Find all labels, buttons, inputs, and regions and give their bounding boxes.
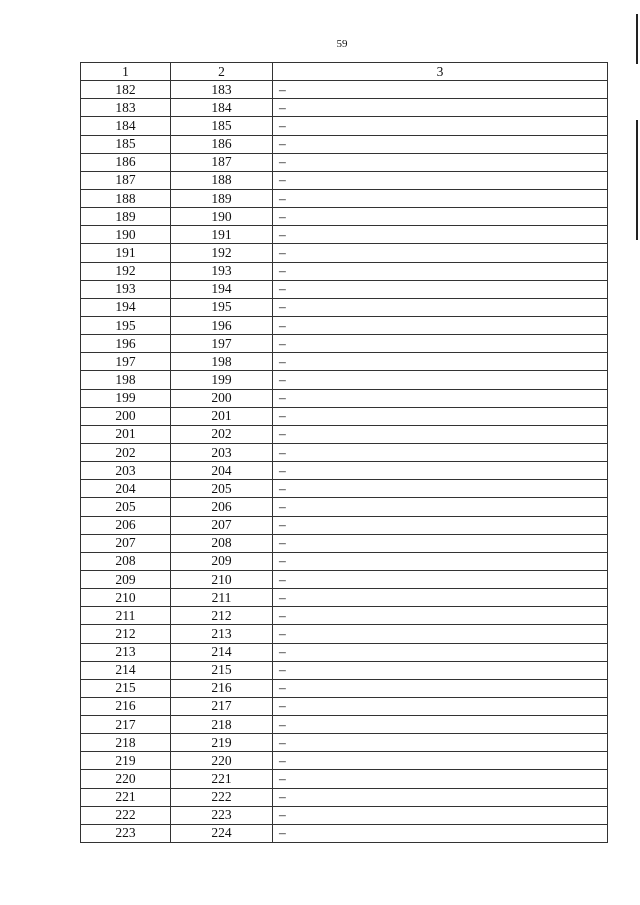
table-cell-col-3: – xyxy=(273,480,608,498)
table-cell-col-1: 208 xyxy=(81,552,171,570)
table-row xyxy=(81,661,608,679)
column-header-2: 2 xyxy=(171,63,273,81)
table-row xyxy=(81,298,608,316)
table-cell-col-1: 220 xyxy=(81,770,171,788)
table-cell-col-1: 207 xyxy=(81,534,171,552)
table-cell-col-1: 197 xyxy=(81,353,171,371)
table-cell-col-1: 221 xyxy=(81,788,171,806)
table-cell-col-1: 206 xyxy=(81,516,171,534)
table-row xyxy=(81,625,608,643)
table-cell-col-2: 222 xyxy=(171,788,273,806)
table-cell-col-3: – xyxy=(273,208,608,226)
table-row xyxy=(81,462,608,480)
table-cell-col-3: – xyxy=(273,462,608,480)
table-cell-col-3: – xyxy=(273,734,608,752)
table-cell-col-2: 216 xyxy=(171,679,273,697)
table-row xyxy=(81,335,608,353)
table-cell-col-3: – xyxy=(273,171,608,189)
table-cell-col-3: – xyxy=(273,189,608,207)
column-header-3: 3 xyxy=(273,63,608,81)
table-cell-col-2: 203 xyxy=(171,443,273,461)
table-cell-col-2: 184 xyxy=(171,99,273,117)
table-row xyxy=(81,171,608,189)
table-cell-col-2: 187 xyxy=(171,153,273,171)
table-cell-col-2: 223 xyxy=(171,806,273,824)
table-cell-col-3: – xyxy=(273,643,608,661)
table-cell-col-1: 210 xyxy=(81,589,171,607)
table-row xyxy=(81,806,608,824)
table-cell-col-1: 182 xyxy=(81,81,171,99)
table-cell-col-2: 195 xyxy=(171,298,273,316)
table-row xyxy=(81,81,608,99)
table-row xyxy=(81,117,608,135)
table-cell-col-1: 209 xyxy=(81,570,171,588)
table-cell-col-2: 201 xyxy=(171,407,273,425)
table-cell-col-3: – xyxy=(273,280,608,298)
table-cell-col-1: 222 xyxy=(81,806,171,824)
table-cell-col-3: – xyxy=(273,534,608,552)
table-cell-col-1: 184 xyxy=(81,117,171,135)
table-cell-col-2: 218 xyxy=(171,716,273,734)
table-cell-col-2: 188 xyxy=(171,171,273,189)
table-row xyxy=(81,280,608,298)
table-cell-col-2: 215 xyxy=(171,661,273,679)
table-row xyxy=(81,226,608,244)
table-cell-col-1: 219 xyxy=(81,752,171,770)
table-cell-col-3: – xyxy=(273,806,608,824)
table-cell-col-1: 194 xyxy=(81,298,171,316)
table-cell-col-3: – xyxy=(273,625,608,643)
table-cell-col-2: 183 xyxy=(171,81,273,99)
table-cell-col-3: – xyxy=(273,226,608,244)
column-header-1: 1 xyxy=(81,63,171,81)
table-cell-col-1: 217 xyxy=(81,716,171,734)
table-cell-col-1: 185 xyxy=(81,135,171,153)
table-row xyxy=(81,824,608,842)
table-cell-col-2: 217 xyxy=(171,697,273,715)
table-cell-col-3: – xyxy=(273,752,608,770)
table-cell-col-2: 212 xyxy=(171,607,273,625)
table-cell-col-2: 219 xyxy=(171,734,273,752)
table-cell-col-2: 194 xyxy=(171,280,273,298)
table-row xyxy=(81,262,608,280)
table-row xyxy=(81,353,608,371)
table-cell-col-2: 193 xyxy=(171,262,273,280)
table-cell-col-3: – xyxy=(273,443,608,461)
table-cell-col-3: – xyxy=(273,316,608,334)
table-cell-col-1: 191 xyxy=(81,244,171,262)
table-cell-col-2: 186 xyxy=(171,135,273,153)
table-cell-col-1: 199 xyxy=(81,389,171,407)
table-cell-col-1: 204 xyxy=(81,480,171,498)
scan-edge-mark xyxy=(636,200,638,240)
table-row xyxy=(81,552,608,570)
table-cell-col-2: 198 xyxy=(171,353,273,371)
table-cell-col-3: – xyxy=(273,117,608,135)
table-cell-col-1: 183 xyxy=(81,99,171,117)
table-cell-col-1: 190 xyxy=(81,226,171,244)
table-cell-col-2: 191 xyxy=(171,226,273,244)
table-cell-col-1: 218 xyxy=(81,734,171,752)
table-cell-col-1: 189 xyxy=(81,208,171,226)
table-row xyxy=(81,788,608,806)
table-cell-col-3: – xyxy=(273,298,608,316)
scan-edge-mark xyxy=(636,14,638,64)
table-cell-col-3: – xyxy=(273,788,608,806)
table-row xyxy=(81,770,608,788)
table-cell-col-3: – xyxy=(273,516,608,534)
table-cell-col-1: 200 xyxy=(81,407,171,425)
table-cell-col-3: – xyxy=(273,552,608,570)
data-table xyxy=(80,62,608,843)
table-cell-col-2: 224 xyxy=(171,824,273,842)
table-cell-col-2: 190 xyxy=(171,208,273,226)
table-cell-col-1: 187 xyxy=(81,171,171,189)
table-cell-col-2: 211 xyxy=(171,589,273,607)
table-cell-col-2: 220 xyxy=(171,752,273,770)
table-row xyxy=(81,208,608,226)
table-cell-col-1: 196 xyxy=(81,335,171,353)
table-row xyxy=(81,244,608,262)
table-cell-col-2: 189 xyxy=(171,189,273,207)
table-cell-col-1: 201 xyxy=(81,425,171,443)
table-cell-col-2: 209 xyxy=(171,552,273,570)
table-row xyxy=(81,135,608,153)
table-cell-col-2: 221 xyxy=(171,770,273,788)
table-cell-col-3: – xyxy=(273,407,608,425)
table-cell-col-3: – xyxy=(273,498,608,516)
table-cell-col-1: 212 xyxy=(81,625,171,643)
table-body xyxy=(81,81,608,843)
table-cell-col-1: 203 xyxy=(81,462,171,480)
table-cell-col-1: 198 xyxy=(81,371,171,389)
table-cell-col-3: – xyxy=(273,335,608,353)
table-cell-col-1: 214 xyxy=(81,661,171,679)
table-cell-col-3: – xyxy=(273,99,608,117)
table-cell-col-1: 223 xyxy=(81,824,171,842)
table-cell-col-2: 214 xyxy=(171,643,273,661)
table-row xyxy=(81,570,608,588)
table-cell-col-2: 196 xyxy=(171,316,273,334)
table-cell-col-1: 193 xyxy=(81,280,171,298)
table-cell-col-3: – xyxy=(273,661,608,679)
table-cell-col-3: – xyxy=(273,716,608,734)
table-row xyxy=(81,189,608,207)
table-row xyxy=(81,716,608,734)
table-cell-col-1: 192 xyxy=(81,262,171,280)
scan-edge-mark xyxy=(636,120,638,200)
table-row xyxy=(81,607,608,625)
table-cell-col-2: 207 xyxy=(171,516,273,534)
page-number: 59 xyxy=(336,38,348,50)
table-row xyxy=(81,679,608,697)
table-cell-col-3: – xyxy=(273,262,608,280)
table-cell-col-2: 197 xyxy=(171,335,273,353)
table-header-row xyxy=(81,63,608,81)
table-cell-col-2: 200 xyxy=(171,389,273,407)
table-cell-col-3: – xyxy=(273,153,608,171)
table-cell-col-1: 195 xyxy=(81,316,171,334)
table-cell-col-2: 199 xyxy=(171,371,273,389)
table-cell-col-2: 205 xyxy=(171,480,273,498)
table-cell-col-2: 202 xyxy=(171,425,273,443)
table-cell-col-3: – xyxy=(273,81,608,99)
table-cell-col-3: – xyxy=(273,679,608,697)
table-cell-col-3: – xyxy=(273,697,608,715)
table-cell-col-1: 188 xyxy=(81,189,171,207)
table-row xyxy=(81,534,608,552)
table-row xyxy=(81,443,608,461)
table-row xyxy=(81,697,608,715)
table-cell-col-3: – xyxy=(273,589,608,607)
table-row xyxy=(81,589,608,607)
table-cell-col-3: – xyxy=(273,770,608,788)
table-row xyxy=(81,407,608,425)
table-cell-col-1: 211 xyxy=(81,607,171,625)
table-row xyxy=(81,389,608,407)
table-row xyxy=(81,643,608,661)
table-cell-col-2: 204 xyxy=(171,462,273,480)
table-cell-col-2: 192 xyxy=(171,244,273,262)
table-row xyxy=(81,516,608,534)
table-cell-col-3: – xyxy=(273,389,608,407)
table-cell-col-3: – xyxy=(273,244,608,262)
table-cell-col-2: 208 xyxy=(171,534,273,552)
table-cell-col-1: 205 xyxy=(81,498,171,516)
table-row xyxy=(81,734,608,752)
table-row xyxy=(81,153,608,171)
table-row xyxy=(81,316,608,334)
table-row xyxy=(81,99,608,117)
table-cell-col-2: 185 xyxy=(171,117,273,135)
table-row xyxy=(81,425,608,443)
table-cell-col-3: – xyxy=(273,570,608,588)
table-cell-col-1: 215 xyxy=(81,679,171,697)
table-row xyxy=(81,498,608,516)
table-row xyxy=(81,371,608,389)
table-cell-col-2: 206 xyxy=(171,498,273,516)
table-cell-col-3: – xyxy=(273,425,608,443)
table-cell-col-1: 186 xyxy=(81,153,171,171)
table-cell-col-3: – xyxy=(273,135,608,153)
table-cell-col-1: 202 xyxy=(81,443,171,461)
table-cell-col-2: 213 xyxy=(171,625,273,643)
table-cell-col-3: – xyxy=(273,353,608,371)
table-cell-col-1: 213 xyxy=(81,643,171,661)
table-row xyxy=(81,480,608,498)
table-cell-col-3: – xyxy=(273,824,608,842)
table-cell-col-2: 210 xyxy=(171,570,273,588)
table-cell-col-3: – xyxy=(273,607,608,625)
table-cell-col-1: 216 xyxy=(81,697,171,715)
table-cell-col-3: – xyxy=(273,371,608,389)
table-row xyxy=(81,752,608,770)
